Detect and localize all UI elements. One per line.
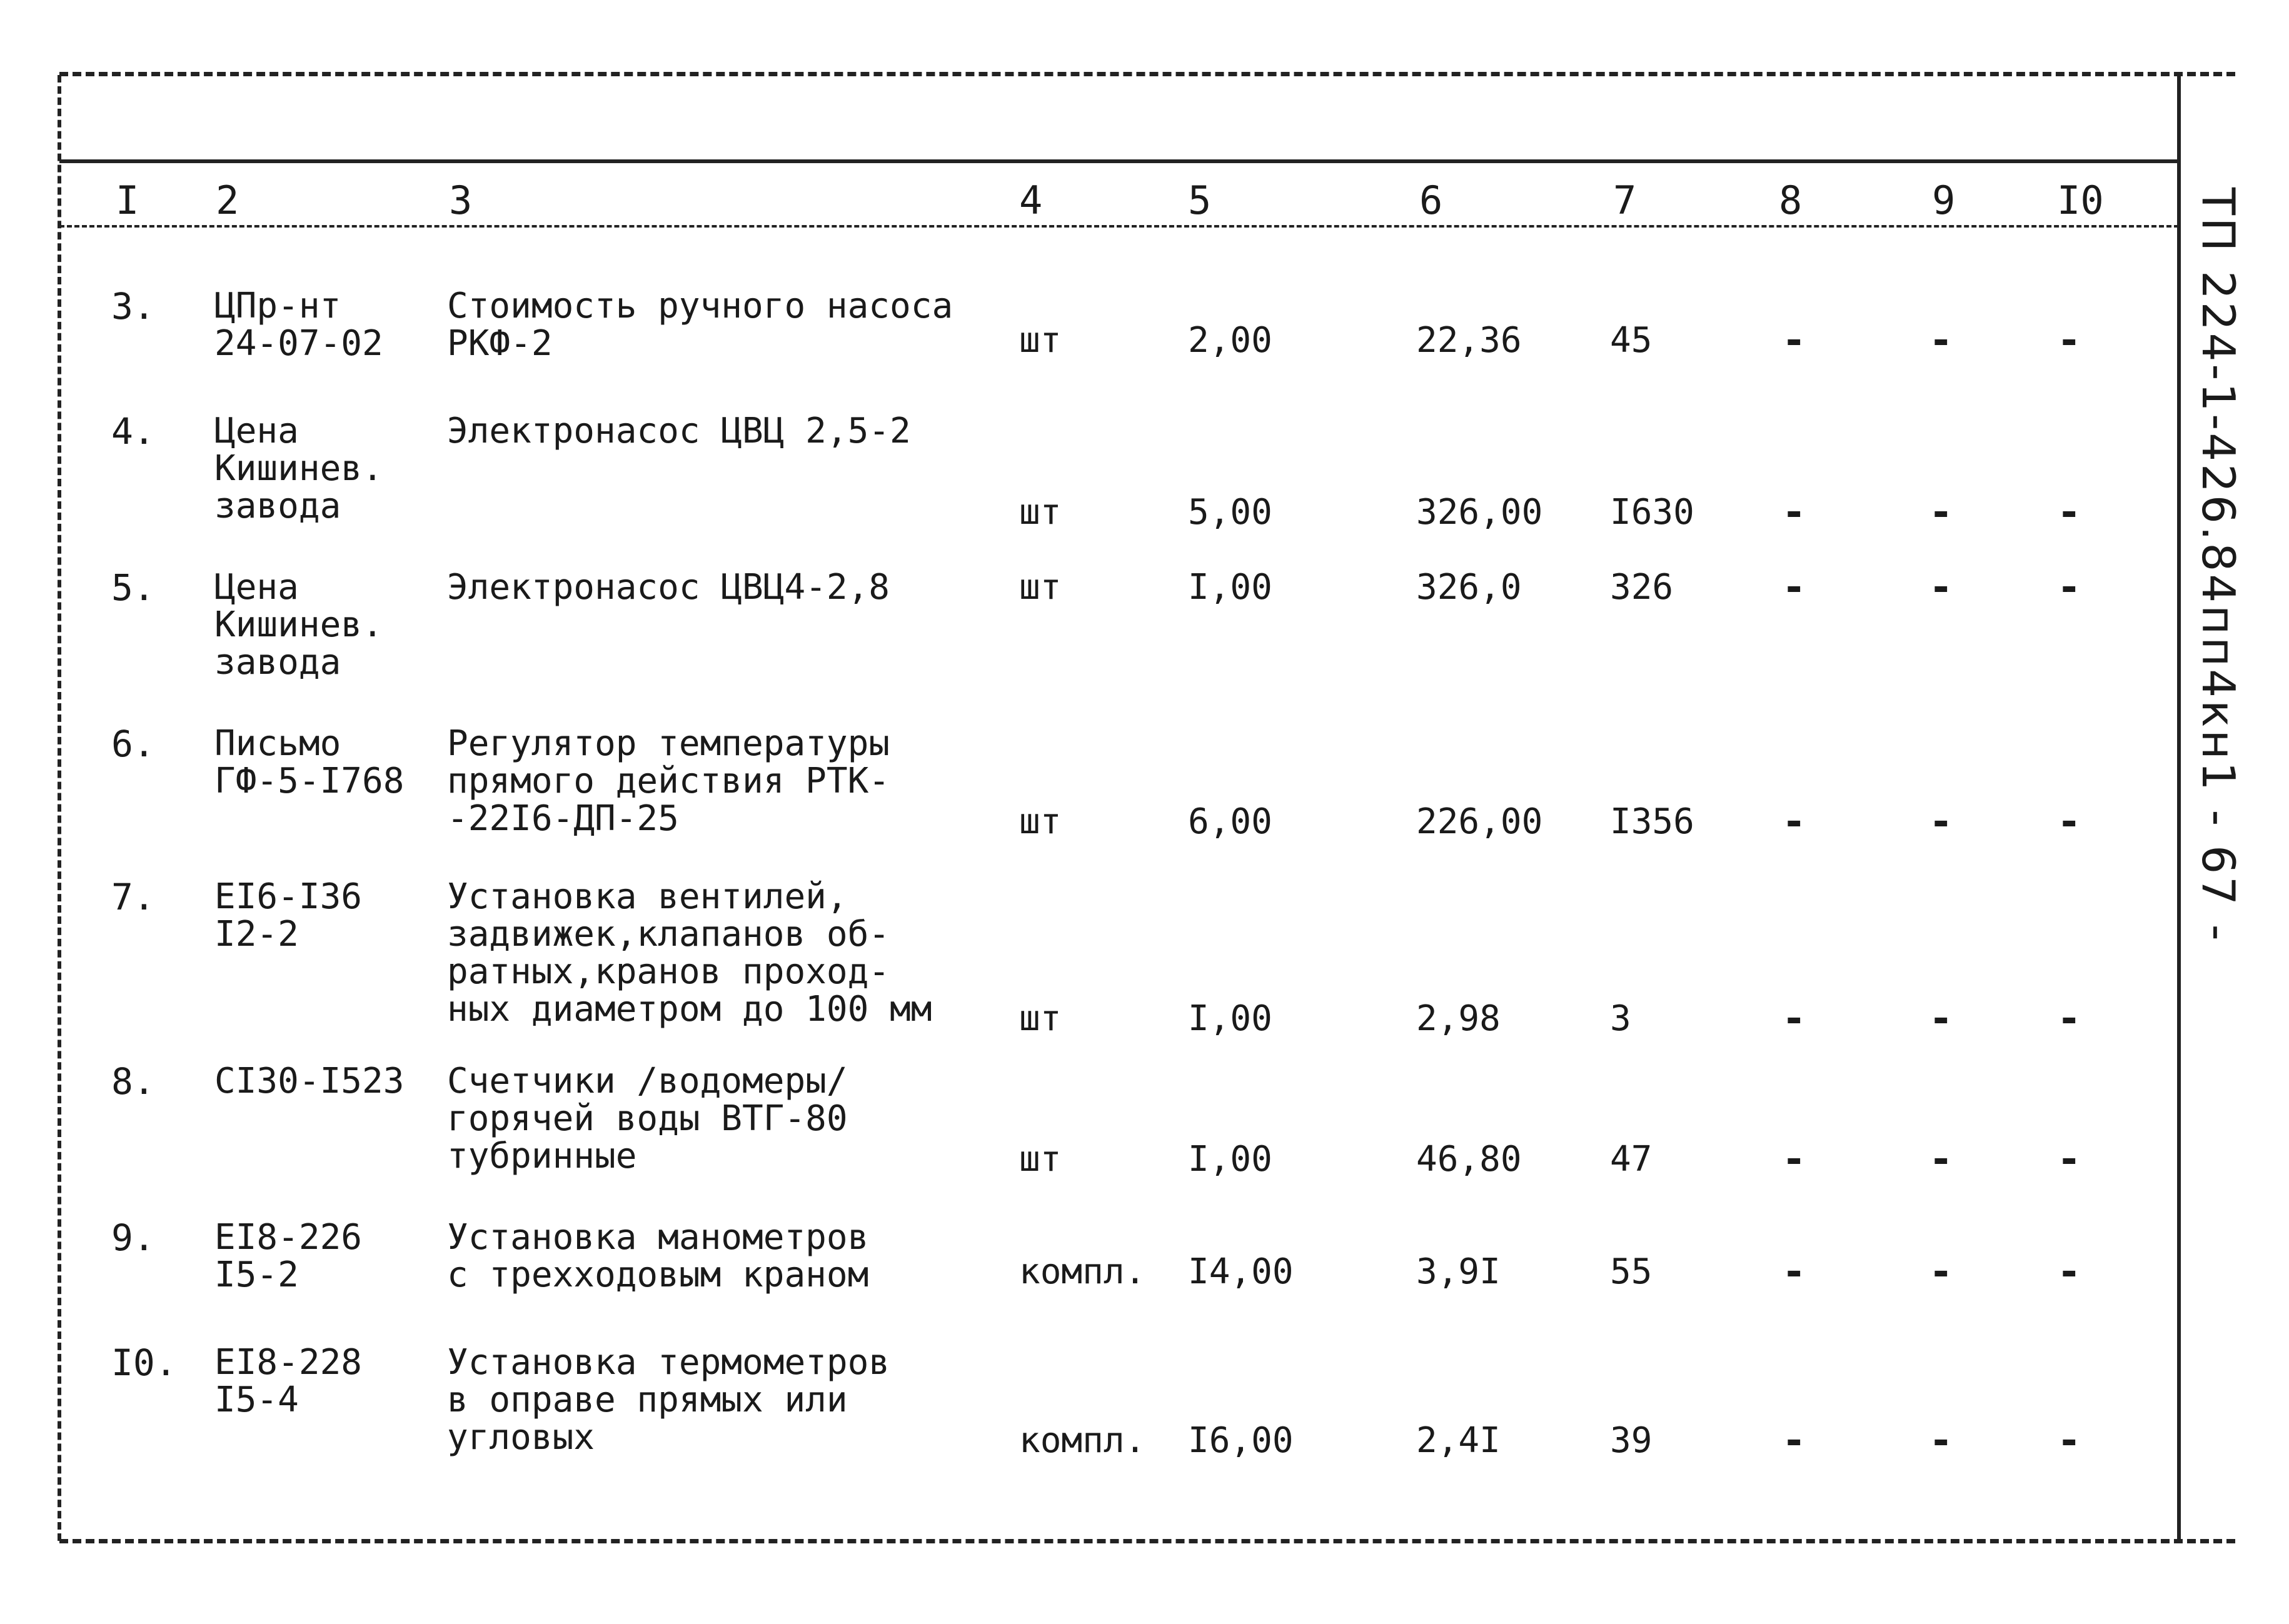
quantity: 5,00 <box>1188 492 1272 533</box>
unit-price: 2,4I <box>1416 1420 1501 1461</box>
column-10-value: - <box>2057 1249 2081 1295</box>
unit-price: 46,80 <box>1416 1139 1522 1180</box>
column-8-value: - <box>1782 318 1806 364</box>
item-name: Электронасос ЦВЦ 2,5-2 <box>447 411 911 451</box>
column-8-value: - <box>1782 1249 1806 1295</box>
column-9-value: - <box>1929 1136 1953 1183</box>
column-9-value: - <box>1929 1418 1953 1464</box>
quantity: 6,00 <box>1188 801 1272 842</box>
header-bottom-rule <box>59 225 2179 228</box>
unit: шт <box>1019 320 1062 361</box>
justification-code: EI8-226 I5-2 <box>214 1217 363 1295</box>
column-8-value: - <box>1782 799 1806 845</box>
column-9-value: - <box>1929 1249 1953 1295</box>
unit: компл. <box>1019 1251 1146 1292</box>
column-header-10: I0 <box>2057 178 2104 223</box>
item-name: Регулятор температуры прямого действия РТК- -22I6-ДП-25 <box>447 723 890 839</box>
total-cost: 39 <box>1610 1420 1653 1461</box>
row-number: 5. <box>111 566 155 609</box>
unit: шт <box>1019 492 1062 533</box>
quantity: I,00 <box>1188 1139 1272 1180</box>
unit: компл. <box>1019 1420 1146 1461</box>
column-10-value: - <box>2057 1136 2081 1183</box>
column-8-value: - <box>1782 1136 1806 1183</box>
unit-price: 22,36 <box>1416 320 1522 361</box>
column-9-value: - <box>1929 996 1953 1042</box>
quantity: I,00 <box>1188 998 1272 1039</box>
total-cost: 3 <box>1610 998 1631 1039</box>
unit: шт <box>1019 801 1062 842</box>
frame-right-border <box>2177 75 2181 1541</box>
justification-code: Цена Кишинев. завода <box>214 567 383 683</box>
justification-code: EI8-228 I5-4 <box>214 1342 363 1420</box>
item-name: Установка манометров с трехходовым краном <box>447 1217 869 1295</box>
row-number: 6. <box>111 723 155 765</box>
row-number: 7. <box>111 876 155 918</box>
justification-code: EI6-I36 I2-2 <box>214 876 363 955</box>
item-name: Стоимость ручного насоса РКФ-2 <box>447 286 953 364</box>
total-cost: I356 <box>1610 801 1694 842</box>
column-8-value: - <box>1782 996 1806 1042</box>
column-header-3: 3 <box>449 178 473 223</box>
unit-price: 326,0 <box>1416 567 1522 608</box>
total-cost: 47 <box>1610 1139 1653 1180</box>
frame-bottom-border <box>59 1539 2235 1543</box>
column-9-value: - <box>1929 318 1953 364</box>
quantity: 2,00 <box>1188 320 1272 361</box>
column-10-value: - <box>2057 489 2081 536</box>
item-name: Счетчики /водомеры/ горячей воды ВТГ-80 тубринные <box>447 1061 848 1176</box>
column-10-value: - <box>2057 996 2081 1042</box>
column-10-value: - <box>2057 799 2081 845</box>
column-8-value: - <box>1782 1418 1806 1464</box>
unit-price: 226,00 <box>1416 801 1543 842</box>
row-number: 3. <box>111 285 155 328</box>
column-8-value: - <box>1782 489 1806 536</box>
unit: шт <box>1019 1139 1062 1180</box>
column-header-1: I <box>116 178 139 223</box>
column-header-8: 8 <box>1779 178 1803 223</box>
justification-code: Письмо ГФ-5-I768 <box>214 723 405 801</box>
header-top-rule <box>59 159 2179 163</box>
unit-price: 3,9I <box>1416 1251 1501 1292</box>
justification-code: CI30-I523 <box>214 1061 405 1101</box>
column-10-value: - <box>2057 564 2081 611</box>
justification-code: Цена Кишинев. завода <box>214 411 383 526</box>
frame-top-border <box>59 72 2235 76</box>
item-name: Установка термометров в оправе прямых или угловых <box>447 1342 890 1458</box>
unit: шт <box>1019 998 1062 1039</box>
row-number: 4. <box>111 410 155 453</box>
side-stamp: ТП 224-1-426.84пп4кн1 - 67 - <box>2192 188 2245 943</box>
column-9-value: - <box>1929 489 1953 536</box>
frame-left-border <box>58 75 61 1541</box>
total-cost: 326 <box>1610 567 1674 608</box>
unit: шт <box>1019 567 1062 608</box>
item-name: Установка вентилей, задвижек,клапанов об- ратных,кранов проход- ных диаметром до 100 мм <box>447 876 932 1030</box>
column-header-9: 9 <box>1932 178 1956 223</box>
justification-code: ЦПр-нт 24-07-02 <box>214 286 383 364</box>
total-cost: I630 <box>1610 492 1694 533</box>
column-10-value: - <box>2057 318 2081 364</box>
item-name: Электронасос ЦВЦ4-2,8 <box>447 567 890 608</box>
column-header-4: 4 <box>1019 178 1043 223</box>
quantity: I6,00 <box>1188 1420 1294 1461</box>
column-header-7: 7 <box>1613 178 1637 223</box>
column-10-value: - <box>2057 1418 2081 1464</box>
unit-price: 2,98 <box>1416 998 1501 1039</box>
column-9-value: - <box>1929 564 1953 611</box>
quantity: I,00 <box>1188 567 1272 608</box>
quantity: I4,00 <box>1188 1251 1294 1292</box>
total-cost: 55 <box>1610 1251 1653 1292</box>
column-header-5: 5 <box>1188 178 1212 223</box>
row-number: 9. <box>111 1216 155 1259</box>
column-header-2: 2 <box>216 178 239 223</box>
column-8-value: - <box>1782 564 1806 611</box>
column-9-value: - <box>1929 799 1953 845</box>
row-number: 8. <box>111 1060 155 1103</box>
column-header-6: 6 <box>1419 178 1443 223</box>
unit-price: 326,00 <box>1416 492 1543 533</box>
row-number: I0. <box>111 1341 177 1384</box>
total-cost: 45 <box>1610 320 1653 361</box>
